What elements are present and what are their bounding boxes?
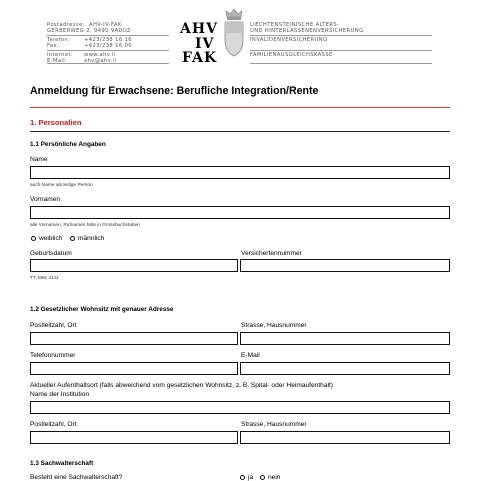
address-value: GERBERWEG 2, 9490 VADUZ bbox=[47, 28, 131, 35]
gender-male-label: männlich bbox=[78, 235, 105, 242]
institution-name: INVALIDENVERSICHERUNG bbox=[250, 36, 328, 43]
subsection-heading-personal-data: 1.1 Persönliche Angaben bbox=[30, 141, 106, 148]
address-label: Fax: bbox=[47, 43, 60, 50]
insurance-number-label: Versichertennummer bbox=[241, 250, 302, 257]
address-value: AHV-IV-FAK bbox=[89, 22, 122, 28]
logo-word-ahv: AHV bbox=[180, 21, 218, 37]
header-rule bbox=[250, 50, 432, 51]
first-names-hint: alle Vornamen, Rufnamen bitte in Grossbuchstaben bbox=[30, 223, 140, 228]
title-divider bbox=[30, 107, 450, 108]
address-value: www.ahv.li bbox=[84, 51, 116, 58]
zip-city-label: Postleitzahl, Ort bbox=[30, 322, 77, 329]
guardianship-no-label: nein bbox=[268, 474, 281, 481]
birthdate-field[interactable] bbox=[30, 259, 238, 272]
institution-name-field[interactable] bbox=[30, 401, 450, 414]
name-hint: auch Name als ledige Person bbox=[30, 183, 93, 188]
header-rule bbox=[47, 50, 169, 51]
guardianship-question: Besteht eine Sachwalterschaft? bbox=[30, 474, 123, 481]
zip-city-2-label: Postleitzahl, Ort bbox=[30, 421, 77, 428]
subsection-heading-guardianship: 1.3 Sachwalterschaft bbox=[30, 460, 94, 467]
name-label: Name bbox=[30, 156, 48, 163]
street-field[interactable] bbox=[240, 332, 450, 345]
first-names-label: Vornamen bbox=[30, 196, 61, 203]
address-value: ahv@ahv.li bbox=[84, 58, 117, 65]
email-field[interactable] bbox=[240, 362, 450, 375]
phone-label: Telefonnummer bbox=[30, 352, 76, 359]
guardianship-yes-label: ja bbox=[248, 474, 254, 481]
current-stay-label: Aktueller Aufenthaltsort (falls abweichend vom gesetzlichen Wohnsitz, z. B. Spital- oder Heimaufenthalt) bbox=[30, 382, 333, 389]
birthdate-hint: TT, MM, JJJJ bbox=[30, 276, 59, 281]
institution-name-label: Name der Institution bbox=[30, 391, 90, 398]
address-label: Postadresse: bbox=[47, 22, 85, 28]
page-title: Anmeldung für Erwachsene: Berufliche Integration/Rente bbox=[30, 85, 319, 97]
address-label: E-Mail: bbox=[47, 58, 68, 65]
gender-female-radio[interactable] bbox=[31, 236, 36, 241]
header-rule bbox=[250, 63, 432, 64]
logo-word-fak: FAK bbox=[182, 50, 218, 66]
zip-city-2-field[interactable] bbox=[30, 431, 238, 444]
zip-city-field[interactable] bbox=[30, 332, 238, 345]
address-values bbox=[47, 22, 132, 64]
address-value: +423/238 16 00 bbox=[84, 43, 132, 50]
header-rule bbox=[47, 63, 169, 64]
institution-name: UND HINTERLASSENENVERSICHERUNG bbox=[250, 28, 364, 35]
header-rule bbox=[47, 35, 169, 36]
institution-name: LIECHTENSTEINISCHE ALTERS- bbox=[250, 22, 340, 28]
address-label: Internet: bbox=[47, 51, 73, 58]
logo-word-iv: IV bbox=[195, 36, 215, 52]
institution-list bbox=[250, 22, 364, 43]
email-label: E-Mail bbox=[241, 352, 260, 359]
first-names-field[interactable] bbox=[30, 206, 450, 219]
street-label: Strasse, Hausnummer bbox=[241, 322, 307, 329]
address-value: +423/238 16 16 bbox=[84, 36, 132, 43]
street-2-label: Strasse, Hausnummer bbox=[241, 421, 307, 428]
institution-name: FAMILIENAUSGLEICHSKASSE bbox=[250, 52, 333, 58]
address-label: Telefon: bbox=[47, 36, 71, 43]
guardianship-no-radio[interactable] bbox=[260, 475, 265, 480]
section-heading-personalien: 1. Personalien bbox=[30, 118, 82, 127]
birthdate-label: Geburtsdatum bbox=[30, 250, 72, 257]
gender-female-label: weiblich bbox=[39, 235, 63, 242]
gender-male-radio[interactable] bbox=[70, 236, 75, 241]
guardianship-yes-radio[interactable] bbox=[240, 475, 245, 480]
name-field[interactable] bbox=[30, 166, 450, 179]
section-divider bbox=[30, 131, 450, 132]
street-2-field[interactable] bbox=[240, 431, 450, 444]
insurance-number-field[interactable] bbox=[240, 259, 450, 272]
coat-of-arms-icon bbox=[222, 6, 246, 63]
subsection-heading-residence: 1.2 Gesetzlicher Wohnsitz mit genauer Adresse bbox=[30, 306, 174, 313]
phone-field[interactable] bbox=[30, 362, 238, 375]
